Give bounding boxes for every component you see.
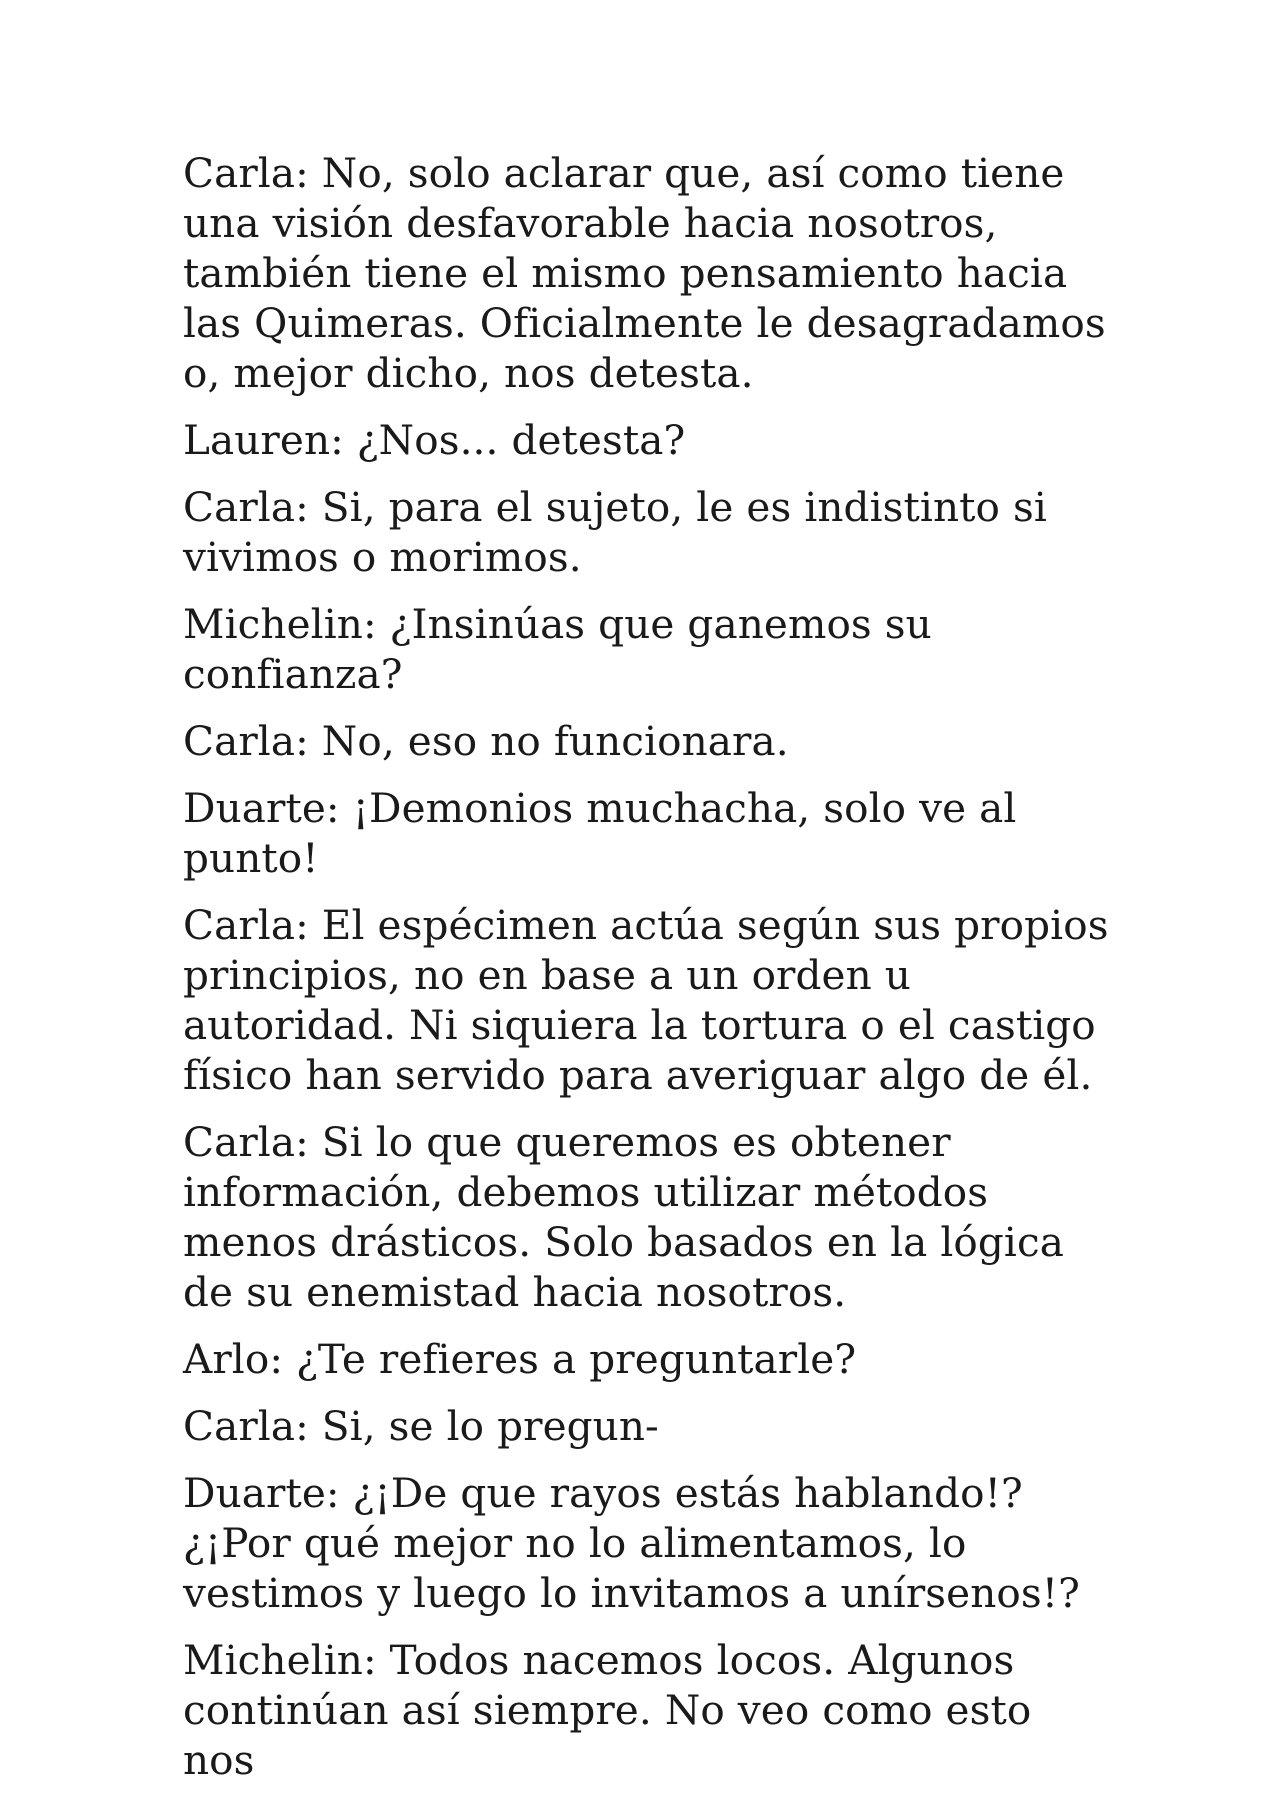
dialogue-text-block [183, 148, 1113, 1802]
dialogue-paragraph-carla-4: Carla: El espécimen actúa según sus propios principios, no en base a un orden u autoridad. Ni siquiera la tortura o el castigo físico han servido para averiguar algo de él. [183, 901, 1109, 1099]
dialogue-paragraph-carla-6: Carla: Si, se lo pregun- [183, 1402, 659, 1450]
dialogue-paragraph-carla-5: Carla: Si lo que queremos es obtener información, debemos utilizar métodos menos drásticos. Solo basados en la lógica de su enemistad hacia nosotros. [183, 1118, 1064, 1316]
dialogue-paragraph-duarte-2: Duarte: ¿¡De que rayos estás hablando!? ¿¡Por qué mejor no lo alimentamos, lo vestimos y luego lo invitamos a unírsenos!? [183, 1469, 1080, 1617]
dialogue-paragraph-duarte-1: Duarte: ¡Demonios muchacha, solo ve al punto! [183, 784, 1017, 882]
dialogue-paragraph-michelin-1: Michelin: ¿Insinúas que ganemos su confianza? [183, 600, 932, 698]
dialogue-paragraph-michelin-2: Michelin: Todos nacemos locos. Algunos continúan así siempre. No veo como esto nos [183, 1636, 1032, 1784]
dialogue-paragraph-lauren-1: Lauren: ¿Nos... detesta? [183, 416, 686, 464]
dialogue-paragraph-arlo-1: Arlo: ¿Te refieres a preguntarle? [183, 1335, 857, 1383]
dialogue-paragraph-carla-2: Carla: Si, para el sujeto, le es indistinto si vivimos o morimos. [183, 483, 1047, 581]
dialogue-paragraph-carla-1: Carla: No, solo aclarar que, así como tiene una visión desfavorable hacia nosotros, también tiene el mismo pensamiento hacia las Quimeras. Oficialmente le desagradamos o, mejor dicho, nos detesta. [183, 149, 1106, 397]
dialogue-paragraph-carla-3: Carla: No, eso no funcionara. [183, 717, 789, 765]
